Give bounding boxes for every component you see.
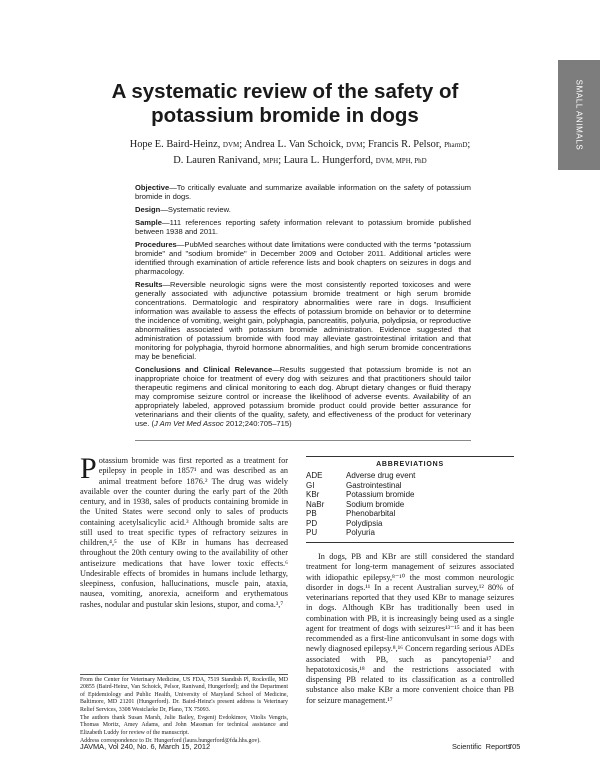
abbreviations-box: [306, 456, 514, 543]
abstract-text: —Reversible neurologic signs were the most consistently reported toxicoses and were generally associated with adjunctive potassium bromide treatment or high serum bromide concentrations. Dermatologic and respiratory abnormalities were rare in dogs. Insufficient information was available to assess the effects of potassium bromide on behavior or to determine the incidence of vomiting, weight gain, polyphagia, pancreatitis, polyuria, polydipsia, or reproductive abnormalities associated with potassium bromide administration. Evidence suggested that administration of potassium bromide with food may alleviate gastrointestinal irritation and that monitoring for polyphagia, thyroid hormone abnormalities, and high serum bromide concentrations may be beneficial.: [135, 279, 471, 361]
section-tab: [558, 60, 600, 170]
abstract-results: [135, 280, 471, 361]
abbreviation: NaBr: [306, 499, 325, 509]
footnote: [80, 677, 288, 747]
author-name: Andrea L. Van Schoick,: [244, 139, 344, 150]
abbreviation-term: Phenobarbital: [346, 509, 396, 518]
abstract-text: —Results suggested that potassium bromide is not an inappropriate choice for treatment of every dog with seizures and that practitioners should tailor therapeutic regimens and clinical monitoring to each dog. Abrupt dietary changes or fluid therapy may compromise seizure control or increase the likelihood of adverse events. Availability of an appropriately labeled, approved potassium bromide product could provide better assurance for veterinarians and their clients of the quality, safety, and effectiveness of the product for veterinary use. (: [135, 364, 471, 429]
abbreviation: PU: [306, 528, 318, 537]
abbreviation-term: Polyuria: [346, 528, 375, 537]
author-credential: PharmD: [444, 141, 468, 149]
page-number: 705: [508, 742, 521, 751]
author-credential: DVM: [346, 141, 363, 149]
abstract-label: Results: [135, 279, 163, 289]
abbreviation-term: Gastrointestinal: [346, 480, 402, 490]
abstract-label: Objective: [135, 183, 170, 192]
author-credential: MPH: [263, 157, 279, 165]
abbreviation: GI: [306, 480, 315, 490]
abstract-label: Procedures: [135, 239, 177, 249]
abstract-procedures: [135, 240, 471, 276]
abbreviation: PB: [306, 509, 317, 518]
abstract-divider: [135, 440, 471, 441]
author-credential: DVM, MPH, PhD: [375, 157, 427, 165]
footer-section: Scientific Reports: [452, 742, 512, 751]
abbreviation: ADE: [306, 471, 323, 480]
body-column-right: [306, 552, 514, 706]
abbreviation-row: [306, 481, 415, 491]
abbreviation-term: Potassium bromide: [346, 490, 415, 499]
author-name: Hope E. Baird-Heinz,: [129, 139, 221, 150]
abbreviation-row: [306, 528, 415, 538]
abstract-objective: [135, 183, 471, 201]
body-paragraph: [80, 452, 288, 610]
body-paragraph: In dogs, PB and KBr are still considered the standard treatment for long-term management of seizures associated with idiopathic epilepsy,⁸⁻¹⁰ the most common neurologic disorder in dogs.¹¹ In a recent Australian survey,¹² 80% of veterinarians reported that they used KBr to manage seizures in dogs. Although KBr has traditionally been used in combination with PB, it is increasingly being used as a single agent for treatment of dogs with seizures¹³⁻¹⁵ and it has been recommended as a first-line anticonvulsant in some dogs with newly diagnosed epilepsy.⁸,¹⁶ Concern regarding serious ADEs associated with PB, such as pancytopenia¹⁷ and hepatotoxicosis,¹⁸ and the restrictions associated with dispensing PB related to its classification as a controlled substance also make KBr a more convenient choice than PB for seizure management.¹⁷: [306, 552, 514, 705]
abstract-design: [135, 205, 471, 214]
abstract-text: —To critically evaluate and summarize available information on the safety of potassium bromide in dogs.: [135, 183, 471, 202]
body-column-left: [80, 452, 288, 610]
abbreviation-row: [306, 509, 415, 519]
author-name: Laura L. Hungerford,: [283, 155, 374, 166]
abbreviation-row: [306, 500, 415, 510]
author-name: Francis R. Pelsor,: [367, 139, 442, 150]
abstract: [135, 183, 471, 432]
abstract-text: —Systematic review.: [160, 204, 231, 214]
drop-cap: P: [80, 452, 97, 485]
footnote-thanks: The authors thank Susan Marsh, Julie Bailey, Evgenij Evdokimov, Vitolis Vengris, Thomas Moritz, Amey Adams, and John Massman for technical assistance and Elizabeth Luddy for review of the manuscript.: [80, 715, 288, 736]
abbreviation: PD: [306, 518, 318, 528]
abbreviation-term: Adverse drug event: [346, 471, 416, 480]
abstract-text: —111 references reporting safety information relevant to potassium bromide published between 1938 and 2011.: [135, 217, 471, 236]
abbreviation-row: [306, 471, 415, 481]
abstract-sample: [135, 218, 471, 236]
abstract-label: Sample: [135, 217, 163, 227]
abbreviation-row: [306, 490, 415, 500]
abstract-label: Design: [135, 204, 161, 214]
abstract-label: Conclusions and Clinical Relevance: [135, 364, 273, 374]
author-name: D. Lauren Ranivand,: [173, 155, 261, 166]
footer-journal-info: JAVMA, Vol 240, No. 6, March 15, 2012: [80, 742, 211, 751]
abbreviation-term: Polydipsia: [346, 518, 383, 528]
article-title: A systematic review of the safety of potassium bromide in dogs: [111, 80, 459, 127]
body-text: otassium bromide was first reported as a treatment for epilepsy in people in 1857¹ and was described as an animal treatment before 1876.² The drug was widely available over the counter during the early part of the 20th century, and in 1938, sales of products containing bromide in the United States were second only to sales of products containing acetylsalicylic acid.³ Although bromide salts are still used to treat specific types of refractory seizures in children,⁴,⁵ the use of KBr in humans has decreased throughout the 20th century owing to the availability of other antiseizure medications that have lower toxic effects.⁶ Undesirable effects of bromides in humans include lethargy, sleepiness, confusion, hallucinations, muscle pain, ataxia, nausea, vomiting, anorexia, acneiform and erythematous rashes, nodular and pustular skin lesions, stupor, and coma.³,⁷: [80, 456, 288, 609]
author-list: Hope E. Baird-Heinz, DVM; Andrea L. Van Schoick, DVM; Francis R. Pelsor, PharmD; D. Lauren Ranivand, MPH; Laura L. Hungerford, DVM, MPH, PhD: [129, 139, 471, 166]
citation-details: 2012;240:705–715): [223, 419, 292, 429]
author-credential: DVM: [222, 141, 240, 149]
abbreviation: KBr: [306, 490, 320, 499]
footnote-correspondence: Address correspondence to Dr. Hungerford (laura.hungerford@fda.hhs.gov).: [80, 738, 261, 745]
citation-journal: J Am Vet Med Assoc: [154, 419, 224, 429]
abbreviations-title: ABBREVIATIONS: [376, 461, 444, 468]
abbreviation-row: [306, 519, 415, 529]
footnote-affiliation: From the Center for Veterinary Medicine, US FDA, 7519 Standish Pl, Rockville, MD 20855 (Baird-Heinz, Van Schoick, Pelsor, Ranivand, Hungerford); and the Department of Epidemiology and Public Health, University of Maryland School of Medicine, Baltimore, MD 21201 (Hungerford). Dr. Baird-Heinz's present address is Veterinary Relief Services, 3308 Westclarke Dr, Plano, TX 75093.: [80, 677, 288, 713]
section-tab-label: SMALL ANIMALS: [574, 79, 584, 151]
footnote-divider: [80, 674, 288, 675]
abbreviations-table: [306, 471, 415, 538]
abstract-conclusions: [135, 365, 471, 428]
abstract-text: —PubMed searches without date limitations were conducted with the terms "potassium bromide" and "sodium bromide" in December 2009 and October 2011. Additional articles were identified through examination of article reference lists and book chapters on seizures in dogs and pharmacology.: [135, 239, 471, 276]
abbreviation-term: Sodium bromide: [346, 499, 405, 509]
